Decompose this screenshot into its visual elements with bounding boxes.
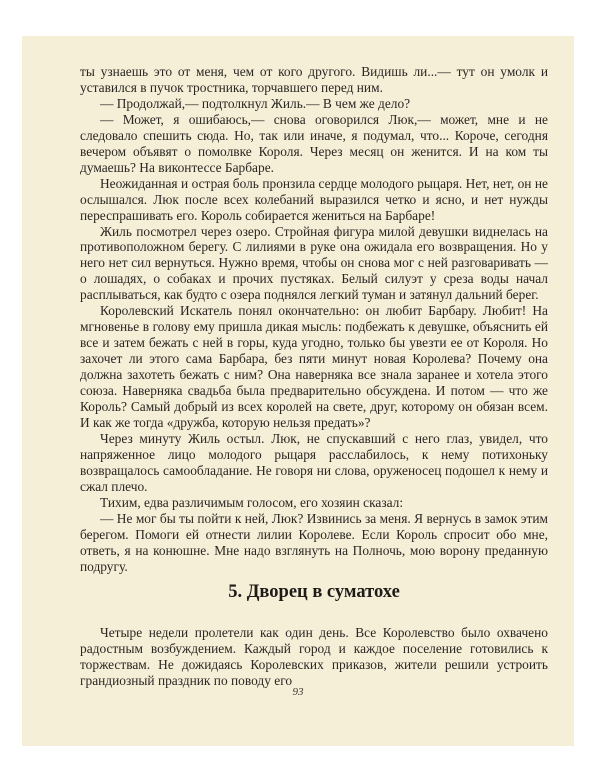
paragraph-7: Через минуту Жиль остыл. Люк, не спускавший с него глаз, увидел, что напряженное лицо молодого рыцаря расслабилось, к нему потихоньку возвращалось самообладание. Не говоря ни слова, оруженосец подошел к нему и сжал плечо. <box>80 430 548 494</box>
page-number: 93 <box>292 686 304 698</box>
book-page <box>22 36 574 746</box>
paragraph-5: Жиль посмотрел через озеро. Стройная фигура милой девушки виднелась на противоположном берегу. С лилиями в руке она ожидала его возвращения. Но у него нет сил вернуться. Нужно время, чтобы он снова мог с ней разговаривать — о лошадях, о собаках и прочих пустяках. Белый силуэт у среза воды начал расплываться, как будто с озера поднялся легкий туман и затянул дальний берег. <box>80 223 548 303</box>
paragraph-6: Королевский Искатель понял окончательно: он любит Барбару. Любит! На мгновенье в голову ему пришла дикая мысль: подбежать к девушке, объяснить ей все и затем бежать с ней в горы, куда угодно, только бы увезти ее от Короля. Но захочет ли этого сама Барбара, без пяти минут новая Королева? Почему она должна захотеть бежать с ним? Она наверняка все знала заранее и хотела этого союза. Наверняка свадьба была предварительно обсуждена. И потом — что же Король? Самый добрый из всех королей на свете, друг, которому он обязан всем. И как же тогда «дружба, которую нельзя предать»? <box>80 303 548 430</box>
paragraph-1: ты узнаешь это от меня, чем от кого другого. Видишь ли...— тут он умолк и уставился в пучок тростника, торчавшего перед ним. <box>80 64 548 95</box>
paragraph-8: Тихим, едва различимым голосом, его хозяин сказал: <box>100 494 404 510</box>
paragraph-3: — Может, я ошибаюсь,— снова оговорился Люк,— может, мне и не следовало спешить сюда. Но, так или иначе, я подумал, что... Короче, сегодня вечером объявят о помолвке Короля. Через месяц он женится. И на ком ты думаешь? На виконтессе Барбаре. <box>80 111 548 175</box>
chapter-body-text <box>80 625 548 689</box>
paragraph-9: — Не мог бы ты пойти к ней, Люк? Извинись за меня. Я вернусь в замок этим берегом. Помоги ей отнести лилии Королеве. Если Король спросит обо мне, ответь, я на конюшне. Мне надо взглянуть на Полночь, мою ворону преданную подругу. <box>80 510 548 574</box>
body-text <box>80 64 548 575</box>
paragraph-2: — Продолжай,— подтолкнул Жиль.— В чем же дело? <box>100 95 411 111</box>
chapter-paragraph: Четыре недели пролетели как один день. Все Королевство было охвачено радостным возбуждением. Каждый город и каждое поселение готовились к торжествам. Не дожидаясь Королевских приказов, жители решили устроить грандиозный праздник по поводу его <box>80 625 548 688</box>
paragraph-4: Неожиданная и острая боль пронзила сердце молодого рыцаря. Нет, нет, он не ослышался. Люк после всех колебаний выразился четко и ясно, и нет нужды переспрашивать его. Король собирается жениться на Барбаре! <box>80 175 548 223</box>
chapter-title: 5. Дворец в суматохе <box>228 582 400 602</box>
